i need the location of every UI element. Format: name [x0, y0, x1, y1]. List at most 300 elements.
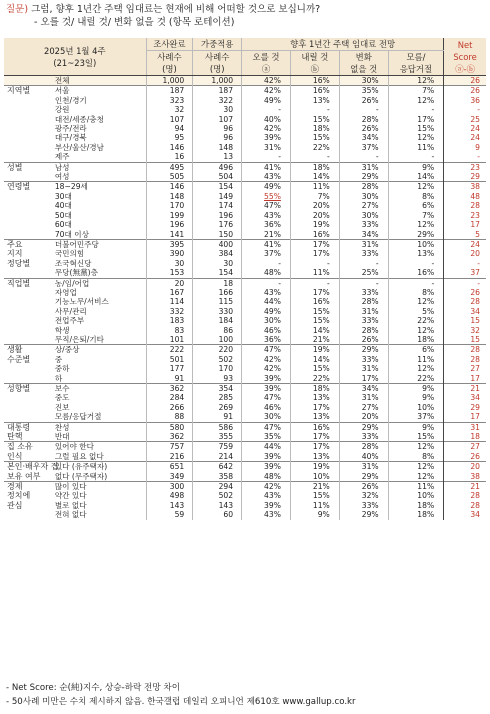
rise-pct: 46% — [242, 326, 291, 335]
dont-know-pct: 10% — [388, 239, 444, 249]
subgroup-label: 반대 — [54, 432, 70, 442]
dont-know-pct: 9% — [388, 384, 444, 394]
fall-pct: 14% — [290, 355, 339, 364]
group-label — [4, 316, 53, 325]
surveyed-header-top: 조사완료 — [146, 38, 193, 51]
table-row — [4, 501, 486, 510]
footnotes — [6, 681, 356, 709]
fall-pct: 17% — [290, 249, 339, 258]
dont-know-pct: - — [388, 278, 444, 288]
surveyed-count: 495 — [146, 162, 193, 172]
weighted-count: 170 — [193, 364, 242, 373]
period-header: 2025년 1월 4주 (21~23일) — [4, 38, 146, 76]
dont-know-pct: 15% — [388, 124, 444, 133]
weighted-count: 586 — [193, 422, 242, 432]
net-score: 24 — [444, 239, 486, 249]
weighted-count: 196 — [193, 211, 242, 220]
group-label — [4, 326, 53, 335]
group-label: 지역별 — [4, 86, 53, 96]
no-change-pct: - — [339, 105, 388, 114]
weighted-header: 사례수 (명) — [193, 51, 242, 76]
weighted-count: 100 — [193, 335, 242, 345]
no-change-pct: - — [339, 152, 388, 162]
net-score: 28 — [444, 501, 486, 510]
dont-know-pct: 17% — [388, 115, 444, 124]
fall-pct: 18% — [290, 162, 339, 172]
rise-pct: 42% — [242, 482, 291, 492]
dont-know-pct: - — [388, 152, 444, 162]
table-row — [4, 393, 486, 402]
table-row — [4, 162, 486, 172]
subgroup-label: 광주/전라 — [54, 124, 87, 134]
rise-pct: 30% — [242, 412, 291, 422]
group-label — [4, 76, 53, 86]
no-change-pct: 31% — [339, 364, 388, 373]
weighted-count: 30 — [193, 259, 242, 268]
fall-pct: 15% — [290, 316, 339, 325]
surveyed-count: 332 — [146, 307, 193, 316]
no-change-pct: 33% — [339, 316, 388, 325]
no-change-pct: 33% — [339, 249, 388, 258]
net-score: 25 — [444, 115, 486, 124]
no-change-pct: 31% — [339, 393, 388, 402]
table-row — [4, 259, 486, 268]
fall-pct: 15% — [290, 364, 339, 373]
footnote-source: - 50사례 미만은 수치 제시하지 않음. 한국갤럽 데일리 오피니언 제610호 www.gallup.co.kr — [6, 697, 356, 707]
rise-pct: 47% — [242, 393, 291, 402]
net-score: 34 — [444, 307, 486, 316]
net-score: 26 — [444, 76, 486, 86]
fall-pct: 15% — [290, 307, 339, 316]
weighted-count: 642 — [193, 462, 242, 472]
fall-pct: 16% — [290, 297, 339, 306]
subgroup-label: 별로 없다 — [54, 500, 87, 510]
weighted-count: 269 — [193, 403, 242, 412]
surveyed-count: 32 — [146, 105, 193, 114]
fall-pct: 20% — [290, 211, 339, 220]
rise-pct: 47% — [242, 201, 291, 210]
dont-know-pct: 7% — [388, 211, 444, 220]
group-label — [4, 143, 53, 152]
net-score-header: Net Score ⓐ-ⓑ — [444, 38, 486, 76]
dont-know-pct: - — [388, 259, 444, 268]
dont-know-pct: 12% — [388, 297, 444, 306]
fall-pct: 18% — [290, 124, 339, 133]
group-label — [4, 412, 53, 422]
net-score: 18 — [444, 432, 486, 442]
table-row — [4, 133, 486, 142]
net-score: 15 — [444, 335, 486, 345]
group-label: 본인·배우자 집 — [4, 462, 53, 472]
weighted-count: 502 — [193, 355, 242, 364]
surveyed-count: 20 — [146, 278, 193, 288]
surveyed-count: 362 — [146, 384, 193, 394]
table-row — [4, 452, 486, 462]
surveyed-count: 187 — [146, 86, 193, 96]
rise-pct: - — [242, 152, 291, 162]
group-label: 경제 — [4, 482, 53, 492]
weighted-count: 93 — [193, 374, 242, 384]
fall-pct: 20% — [290, 201, 339, 210]
footnote-net-score: - Net Score: 순(純)지수, 상승-하락 전망 차이 — [6, 683, 180, 693]
surveyed-count: 91 — [146, 374, 193, 384]
no-change-pct: 30% — [339, 76, 388, 86]
question-line2: - 오를 것/ 내릴 것/ 변화 없을 것 (항목 로테이션) — [34, 17, 235, 28]
dont-know-pct: 8% — [388, 288, 444, 297]
dont-know-pct: 12% — [388, 76, 444, 86]
fall-pct: 21% — [290, 482, 339, 492]
fall-pct: 17% — [290, 442, 339, 452]
group-label: 생활 — [4, 345, 53, 355]
surveyed-count: 101 — [146, 335, 193, 345]
fall-pct: 16% — [290, 86, 339, 96]
net-score: 24 — [444, 133, 486, 142]
table-row — [4, 115, 486, 124]
no-change-pct: 27% — [339, 201, 388, 210]
rise-pct: 43% — [242, 288, 291, 297]
table-row — [4, 384, 486, 394]
dont-know-pct: 37% — [388, 412, 444, 422]
rise-pct: 41% — [242, 162, 291, 172]
subgroup-label: 50대 — [54, 210, 72, 220]
group-label — [4, 192, 53, 201]
weighted-count: 96 — [193, 124, 242, 133]
no-change-pct: 34% — [339, 230, 388, 240]
dont-know-pct: 12% — [388, 472, 444, 482]
table-row — [4, 76, 486, 86]
subgroup-label: 무당(無黨)층 — [54, 268, 98, 278]
table-row — [4, 268, 486, 278]
surveyed-count: 349 — [146, 472, 193, 482]
subgroup-label: 학생 — [54, 325, 70, 335]
fall-pct: - — [290, 278, 339, 288]
group-label: 관심 — [7, 500, 23, 510]
dont-know-header: 모름/ 응답거절 — [388, 51, 444, 76]
fall-pct: 22% — [290, 374, 339, 384]
rise-pct: 31% — [242, 143, 291, 152]
dont-know-pct: 9% — [388, 422, 444, 432]
fall-pct: 13% — [290, 412, 339, 422]
no-change-pct: 33% — [339, 355, 388, 364]
weighted-count: 214 — [193, 452, 242, 462]
subgroup-label: 상/중상 — [53, 345, 146, 355]
fall-pct: - — [290, 259, 339, 268]
weighted-count: 18 — [193, 278, 242, 288]
no-change-pct: 26% — [339, 124, 388, 133]
net-score: 26 — [444, 288, 486, 297]
rise-pct: 42% — [242, 124, 291, 133]
weighted-count: 355 — [193, 432, 242, 442]
no-change-pct: 28% — [339, 442, 388, 452]
dont-know-pct: 12% — [388, 364, 444, 373]
no-change-pct: 29% — [339, 472, 388, 482]
surveyed-count: 95 — [146, 133, 193, 142]
no-change-pct: 29% — [339, 345, 388, 355]
net-score: 17 — [444, 412, 486, 422]
dont-know-pct: 10% — [388, 403, 444, 412]
surveyed-count: 266 — [146, 403, 193, 412]
surveyed-count: 143 — [146, 501, 193, 510]
subgroup-label: 많이 있다 — [53, 482, 146, 492]
subgroup-label: 그럴 필요 없다 — [54, 451, 104, 461]
subgroup-label: 있다 (유주택자) — [53, 462, 146, 472]
group-label — [4, 288, 53, 297]
weighted-count: 143 — [193, 501, 242, 510]
rise-pct: 42% — [242, 364, 291, 373]
weighted-count: 504 — [193, 172, 242, 182]
group-label: 주요 — [4, 239, 53, 249]
table-row — [4, 201, 486, 210]
dont-know-pct: 10% — [388, 491, 444, 500]
fall-pct: 10% — [290, 472, 339, 482]
group-label: 탄핵 — [7, 432, 23, 442]
weighted-count: 30 — [193, 105, 242, 114]
weighted-count: 502 — [193, 491, 242, 500]
weighted-header-top: 가중적용 — [193, 38, 242, 51]
surveyed-count: 16 — [146, 152, 193, 162]
subgroup-label: 전업주부 — [54, 316, 85, 326]
net-score: - — [444, 278, 486, 288]
dont-know-pct: 16% — [388, 268, 444, 278]
surveyed-count: 362 — [146, 432, 193, 442]
no-change-pct: 35% — [339, 86, 388, 96]
table-row — [4, 335, 486, 345]
subgroup-label: 농/임/어업 — [53, 278, 146, 288]
table-row — [4, 307, 486, 316]
fall-pct: 16% — [290, 422, 339, 432]
no-change-pct: 20% — [339, 412, 388, 422]
table-row — [4, 510, 486, 519]
dont-know-pct: 22% — [388, 374, 444, 384]
surveyed-count: 284 — [146, 393, 193, 402]
weighted-count: 322 — [193, 96, 242, 105]
weighted-count: 354 — [193, 384, 242, 394]
no-change-pct: 26% — [339, 482, 388, 492]
fall-pct: 17% — [290, 288, 339, 297]
net-score: 20 — [444, 462, 486, 472]
outlook-header: 향후 1년간 주택 임대료 전망 — [242, 38, 444, 51]
group-label — [4, 393, 53, 402]
group-label: 대통령 — [4, 422, 53, 432]
surveyed-count: 146 — [146, 182, 193, 192]
no-change-pct: 29% — [339, 510, 388, 519]
surveyed-count: 170 — [146, 201, 193, 210]
rise-pct: 40% — [242, 115, 291, 124]
table-row — [4, 239, 486, 249]
fall-pct: 16% — [290, 76, 339, 86]
table-row — [4, 442, 486, 452]
no-change-pct: 28% — [339, 326, 388, 335]
dont-know-pct: 12% — [388, 442, 444, 452]
group-label — [4, 268, 53, 278]
weighted-count: 150 — [193, 230, 242, 240]
surveyed-count: 501 — [146, 355, 193, 364]
no-change-pct: 40% — [339, 452, 388, 462]
fall-pct: 17% — [290, 239, 339, 249]
weighted-count: 400 — [193, 239, 242, 249]
dont-know-pct: 12% — [388, 326, 444, 335]
dont-know-pct: 14% — [388, 172, 444, 182]
question — [6, 3, 486, 29]
no-change-pct: - — [339, 278, 388, 288]
table-row — [4, 364, 486, 373]
table-row — [4, 182, 486, 192]
no-change-pct: 25% — [339, 268, 388, 278]
fall-pct: - — [290, 152, 339, 162]
subgroup-label: 중하 — [54, 364, 70, 374]
group-label: 연령별 — [4, 182, 53, 192]
group-label: 수준별 — [7, 354, 31, 364]
group-label — [4, 307, 53, 316]
rise-pct: 41% — [242, 239, 291, 249]
surveyed-count: 153 — [146, 268, 193, 278]
fall-pct: 17% — [290, 403, 339, 412]
fall-pct: 11% — [290, 268, 339, 278]
fall-pct: 19% — [290, 345, 339, 355]
subgroup-label: 70대 이상 — [54, 229, 89, 239]
table-row — [4, 278, 486, 288]
net-score: 31 — [444, 422, 486, 432]
weighted-count: 166 — [193, 288, 242, 297]
table-row — [4, 403, 486, 412]
surveyed-count: 88 — [146, 412, 193, 422]
net-score: 23 — [444, 211, 486, 220]
subgroup-label: 남성 — [53, 162, 146, 172]
rise-pct: 49% — [242, 96, 291, 105]
no-change-header: 변화 없을 것 — [339, 51, 388, 76]
weighted-count: 86 — [193, 326, 242, 335]
dont-know-pct: 12% — [388, 133, 444, 142]
rise-pct: 43% — [242, 491, 291, 500]
subgroup-label: 전혀 없다 — [54, 510, 87, 520]
table-row — [4, 462, 486, 472]
weighted-count: 154 — [193, 268, 242, 278]
subgroup-label: 40대 — [54, 201, 72, 211]
group-label: 성별 — [4, 162, 53, 172]
net-score: 29 — [444, 403, 486, 412]
surveyed-count: 183 — [146, 316, 193, 325]
subgroup-label: 30대 — [54, 191, 72, 201]
net-score: 28 — [444, 345, 486, 355]
surveyed-count: 107 — [146, 115, 193, 124]
surveyed-count: 216 — [146, 452, 193, 462]
subgroup-label: 부산/울산/경남 — [54, 142, 104, 152]
subgroup-label: 있어야 한다 — [53, 442, 146, 452]
fall-pct: 13% — [290, 393, 339, 402]
group-label — [4, 124, 53, 133]
no-change-pct: 28% — [339, 297, 388, 306]
subgroup-label: 하 — [54, 373, 63, 383]
dont-know-pct: 11% — [388, 355, 444, 364]
rise-pct: 47% — [242, 422, 291, 432]
subgroup-label: 조국혁신당 — [54, 258, 92, 268]
rise-pct: 36% — [242, 220, 291, 229]
table-row — [4, 86, 486, 96]
rise-pct: 48% — [242, 268, 291, 278]
group-label: 직업별 — [4, 278, 53, 288]
net-score: 38 — [444, 182, 486, 192]
rise-pct: 42% — [242, 76, 291, 86]
dont-know-pct: 18% — [388, 510, 444, 519]
surveyed-count: 146 — [146, 143, 193, 152]
subgroup-label: 찬성 — [53, 422, 146, 432]
weighted-count: 1,000 — [193, 76, 242, 86]
no-change-pct: 33% — [339, 501, 388, 510]
group-label — [4, 172, 53, 182]
rise-pct: 42% — [242, 355, 291, 364]
fall-header: 내릴 것 ⓑ — [290, 51, 339, 76]
rise-pct: 21% — [242, 230, 291, 240]
no-change-pct: 31% — [339, 307, 388, 316]
dont-know-pct: 9% — [388, 162, 444, 172]
no-change-pct: 33% — [339, 432, 388, 442]
net-score: 17 — [444, 220, 486, 229]
rise-pct: 39% — [242, 452, 291, 462]
surveyed-count: 59 — [146, 510, 193, 519]
subgroup-label: 중도 — [54, 393, 70, 403]
no-change-pct: 31% — [339, 239, 388, 249]
weighted-count: 759 — [193, 442, 242, 452]
table-row — [4, 355, 486, 364]
no-change-pct: 17% — [339, 374, 388, 384]
fall-pct: 19% — [290, 462, 339, 472]
weighted-count: 174 — [193, 201, 242, 210]
rise-pct: 55% — [242, 192, 291, 201]
dont-know-pct: 6% — [388, 201, 444, 210]
net-score: 5 — [444, 230, 486, 240]
rise-pct: 39% — [242, 384, 291, 394]
dont-know-pct: 12% — [388, 182, 444, 192]
weighted-count: 220 — [193, 345, 242, 355]
subgroup-label: 강원 — [54, 105, 70, 115]
table-row — [4, 288, 486, 297]
rise-header: 오를 것 ⓐ — [242, 51, 291, 76]
surveyed-count: 390 — [146, 249, 193, 258]
group-label: 지지 — [7, 249, 23, 259]
results-table — [4, 38, 486, 520]
rise-pct: 43% — [242, 510, 291, 519]
surveyed-count: 395 — [146, 239, 193, 249]
group-label — [4, 211, 53, 220]
rise-pct: - — [242, 105, 291, 114]
no-change-pct: 26% — [339, 335, 388, 345]
rise-pct: - — [242, 278, 291, 288]
subgroup-label: 전체 — [53, 76, 146, 86]
subgroup-label: 대구/경북 — [54, 133, 87, 143]
net-score: 28 — [444, 355, 486, 364]
rise-pct: 30% — [242, 316, 291, 325]
dont-know-pct: 13% — [388, 249, 444, 258]
weighted-count: 148 — [193, 143, 242, 152]
question-line1: 그럼, 향후 1년간 주택 임대료는 현재에 비해 어떠할 것으로 보십니까? — [31, 4, 321, 15]
dont-know-pct: 22% — [388, 316, 444, 325]
surveyed-count: 323 — [146, 96, 193, 105]
rise-pct: 44% — [242, 297, 291, 306]
surveyed-count: 1,000 — [146, 76, 193, 86]
net-score: 17 — [444, 374, 486, 384]
net-score: 15 — [444, 316, 486, 325]
group-label — [4, 297, 53, 306]
net-score: 26 — [444, 452, 486, 462]
group-label — [4, 201, 53, 210]
weighted-count: 149 — [193, 192, 242, 201]
no-change-pct: 34% — [339, 384, 388, 394]
rise-pct: 49% — [242, 307, 291, 316]
weighted-count: 60 — [193, 510, 242, 519]
fall-pct: 15% — [290, 133, 339, 142]
fall-pct: 22% — [290, 143, 339, 152]
surveyed-count: 177 — [146, 364, 193, 373]
